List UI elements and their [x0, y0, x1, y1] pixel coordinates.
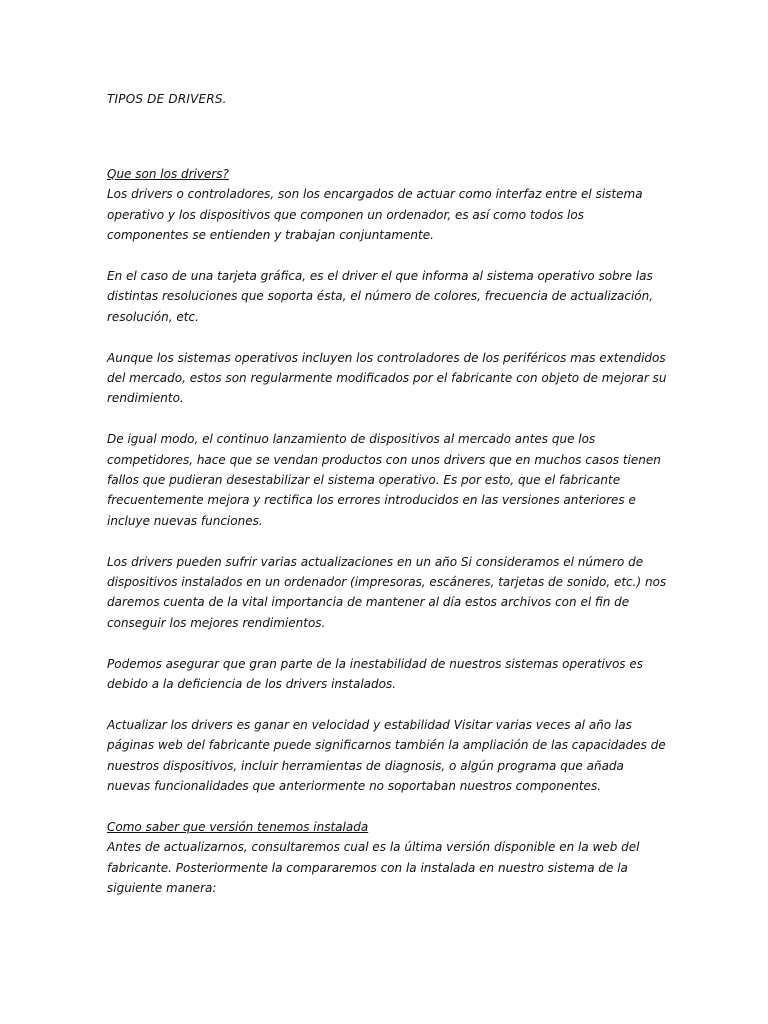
- paragraph: Antes de actualizarnos, consultaremos cual es la última versión disponible en la web del fabricante. Posteriormente la compararemos con la instalada en nuestro sistema de la siguiente manera:: [107, 840, 640, 896]
- paragraph: Actualizar los drivers es ganar en velocidad y estabilidad Visitar varias veces al año las páginas web del fabricante puede significarnos también la ampliación de las capacidades de nuestros dispositivos, incluir herramientas de diagnosis, o algún programa que añada nuevas funcionalidades que anteriormente no soportaban nuestros componentes.: [107, 717, 666, 794]
- section-what-are-drivers: [107, 164, 667, 797]
- paragraph: De igual modo, el continuo lanzamiento de dispositivos al mercado antes que los competidores, hace que se vendan productos con unos drivers que en muchos casos tienen fallos que pudieran desestabilizar el sistema operativo. Es por esto, que el fabricante frecuentemente mejora y rectifica los errores introducidos en las versiones anteriores e incluye nuevas funciones.: [107, 432, 661, 528]
- paragraph: Aunque los sistemas operativos incluyen los controladores de los periféricos mas extendidos del mercado, estos son regularmente modificados por el fabricante con objeto de mejorar su rendimiento.: [107, 350, 667, 406]
- section-check-version: [107, 817, 667, 899]
- document-body: [107, 164, 667, 899]
- section-heading: Como saber que versión tenemos instalada: [107, 819, 369, 834]
- paragraph: Los drivers pueden sufrir varias actualizaciones en un año Si consideramos el número de dispositivos instalados en un ordenador (impresoras, escáneres, tarjetas de sonido, etc.) nos daremos cuenta de la vital importancia de mantener al día estos archivos con el fin de conseguir los mejores rendimientos.: [107, 554, 667, 630]
- paragraph: Podemos asegurar que gran parte de la inestabilidad de nuestros sistemas operativos es debido a la deficiencia de los drivers instalados.: [107, 656, 643, 692]
- paragraph: En el caso de una tarjeta gráfica, es el driver el que informa al sistema operativo sobre las distintas resoluciones que soporta ésta, el número de colores, frecuencia de actualización, resolución, etc.: [107, 269, 654, 324]
- section-heading: Que son los drivers?: [107, 167, 229, 181]
- document-title: TIPOS DE DRIVERS.: [107, 92, 227, 106]
- paragraph: Los drivers o controladores, son los encargados de actuar como interfaz entre el sistema operativo y los dispositivos que componen un ordenador, es así como todos los componentes se entienden y trabajan conjuntamente.: [107, 187, 643, 243]
